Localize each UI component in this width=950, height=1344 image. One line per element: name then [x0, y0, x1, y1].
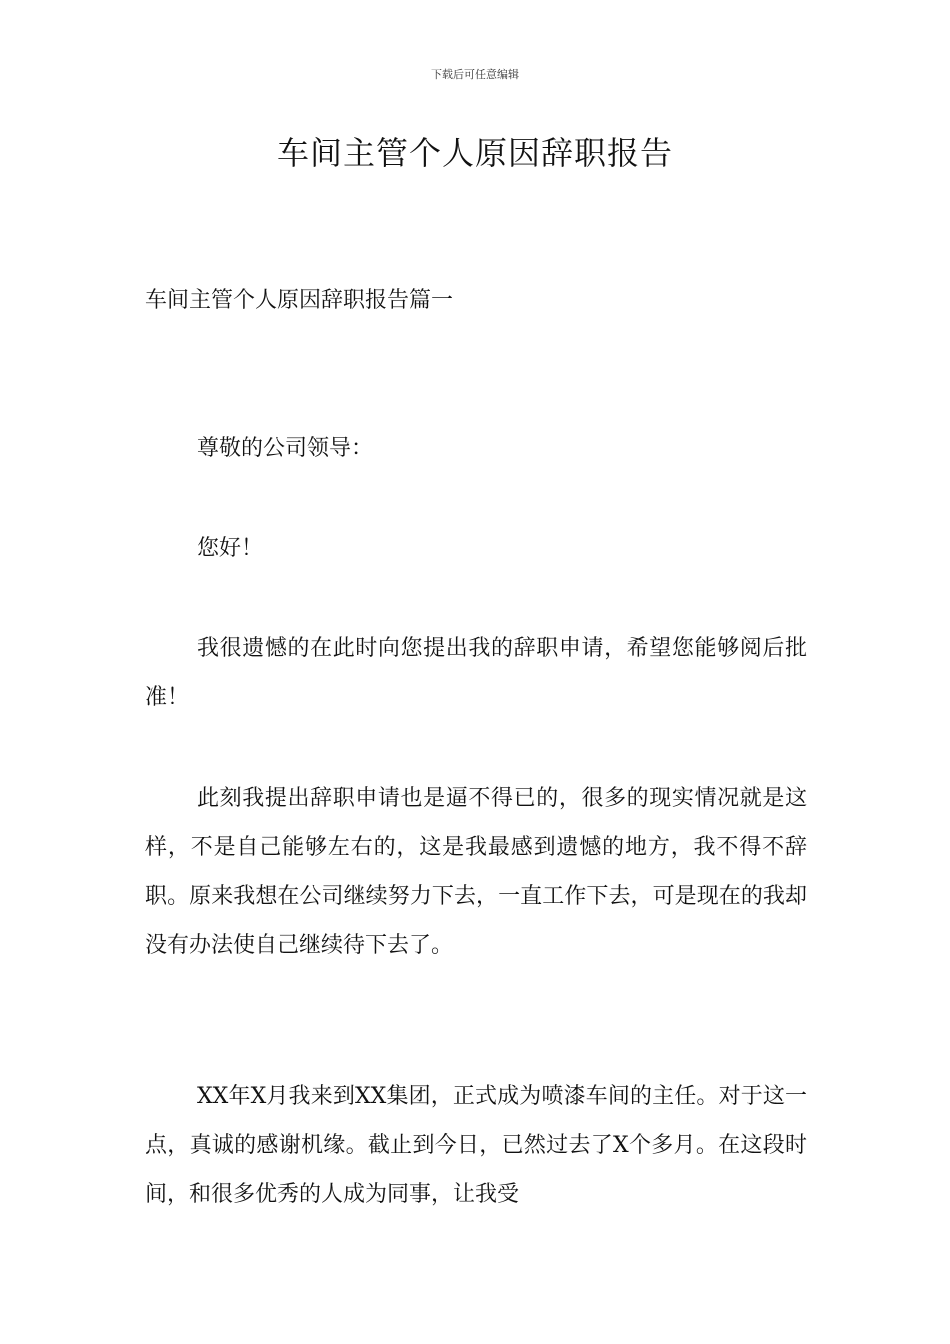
paragraph-1: 我很遗憾的在此时向您提出我的辞职申请，希望您能够阅后批准！: [145, 636, 807, 710]
paragraph-3: XX年X月我来到XX集团，正式成为喷漆车间的主任。对于这一点，真诚的感谢机缘。截止到今日，已然过去了X个多月。在这段时间，和很多优秀的人成为同事，让我受: [145, 1084, 807, 1207]
salutation: 尊敬的公司领导：: [197, 436, 374, 461]
header-note: 下载后可任意编辑: [431, 68, 519, 81]
paragraph-2: 此刻我提出辞职申请也是逼不得已的，很多的现实情况就是这样，不是自己能够左右的，这是我最感到遗憾的地方，我不得不辞职。原来我想在公司继续努力下去，一直工作下去，可是现在的我却没有办法使自己继续待下去了。: [145, 786, 807, 958]
section-title: 车间主管个人原因辞职报告篇一: [145, 288, 454, 313]
document-title: 车间主管个人原因辞职报告: [276, 134, 673, 172]
greeting: 您好！: [197, 536, 264, 561]
